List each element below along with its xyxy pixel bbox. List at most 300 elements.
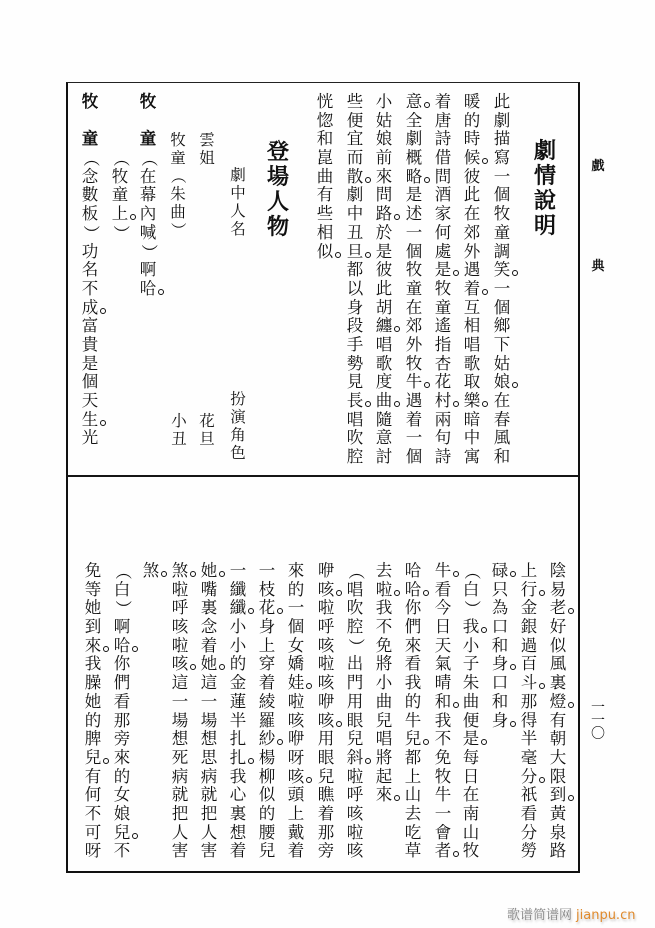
glyph: 借	[434, 148, 452, 168]
glyph: 一	[405, 222, 423, 242]
glyph: 人	[230, 202, 246, 220]
glyph: 和	[316, 129, 334, 149]
glyph: 咿	[317, 691, 335, 711]
glyph: 金	[229, 673, 247, 693]
glyph: 哈	[111, 637, 133, 656]
glyph: 她	[198, 655, 220, 674]
script-column	[344, 562, 366, 861]
glyph: 扎	[227, 749, 249, 768]
character-name	[167, 131, 189, 239]
glyph: 啦	[346, 766, 364, 786]
glyph: （	[169, 168, 187, 184]
glyph: 見	[346, 372, 364, 392]
glyph: 板	[81, 204, 99, 224]
synopsis-text	[461, 93, 483, 467]
glyph: 起	[375, 766, 393, 786]
glyph: 勢	[346, 353, 364, 373]
glyph: 的	[258, 803, 276, 823]
glyph: 纖	[227, 599, 249, 618]
glyph: 下	[493, 334, 511, 354]
glyph: 一	[405, 428, 423, 448]
glyph: 分	[520, 822, 538, 842]
script-text	[432, 562, 454, 861]
glyph: 燈	[547, 693, 569, 712]
glyph: 牧	[434, 278, 452, 298]
glyph: 是	[460, 730, 482, 749]
glyph: 金	[520, 598, 538, 618]
page-number	[587, 702, 609, 741]
glyph: 劇	[405, 129, 423, 149]
glyph: 姑	[375, 110, 393, 130]
glyph: 可	[84, 822, 102, 842]
glyph: 笑	[491, 261, 513, 280]
glyph: 惚	[316, 110, 334, 130]
glyph: 小	[229, 617, 247, 637]
glyph: 〇	[591, 726, 605, 742]
glyph: 一	[591, 713, 605, 729]
speaker-label	[137, 93, 159, 149]
glyph: 曲	[373, 392, 395, 411]
script-line	[79, 93, 101, 448]
glyph: 在	[139, 166, 157, 186]
glyph: ）	[346, 637, 366, 655]
glyph: 村	[432, 392, 454, 411]
glyph: 兒	[375, 710, 393, 730]
script-text	[344, 562, 366, 861]
glyph: 個	[405, 447, 423, 467]
glyph: 呼	[346, 785, 364, 805]
glyph: 樂	[461, 392, 483, 411]
glyph-spacer	[137, 112, 159, 131]
glyph: 牧	[493, 204, 511, 224]
speaker-label	[79, 93, 101, 149]
glyph: 童	[170, 149, 186, 167]
glyph: 哈	[137, 280, 159, 299]
glyph: 郊	[405, 316, 423, 336]
glyph: 互	[463, 297, 481, 317]
glyph: 來	[375, 166, 393, 186]
glyph: 明	[534, 213, 557, 239]
glyph: 嬌	[287, 654, 305, 674]
glyph: 得	[520, 710, 538, 730]
glyph: 劇	[230, 166, 246, 184]
glyph: 為	[491, 598, 509, 618]
glyph: 來	[287, 561, 305, 580]
glyph: 們	[404, 617, 422, 637]
synopsis-text	[373, 93, 395, 467]
glyph: 有	[549, 710, 567, 730]
glyph: 咳	[315, 581, 337, 600]
glyph: 半	[520, 729, 538, 749]
glyph: 朱	[170, 185, 186, 203]
glyph: 呀	[287, 747, 305, 767]
glyph: 看	[434, 579, 452, 599]
glyph: 此	[463, 185, 481, 205]
glyph: 我	[375, 598, 393, 618]
synopsis-text	[491, 93, 513, 467]
glyph: 易	[549, 579, 567, 599]
glyph: 來	[82, 637, 104, 656]
glyph: 泉	[549, 822, 567, 842]
glyph: ）	[169, 222, 187, 238]
glyph: 度	[375, 372, 393, 392]
glyph: 是	[432, 261, 454, 280]
glyph: 牛	[403, 373, 425, 392]
role-type	[196, 412, 218, 448]
glyph: 死	[171, 747, 189, 767]
glyph: 兒	[346, 729, 364, 749]
glyph: 娘	[113, 803, 131, 823]
glyph: 免	[84, 561, 102, 580]
glyph: 於	[375, 222, 393, 242]
running-head-2	[587, 260, 609, 274]
glyph: 咳	[285, 768, 307, 787]
script-column	[373, 562, 395, 805]
glyph: 咳	[317, 673, 335, 693]
glyph: 一	[200, 691, 218, 711]
glyph: 氣	[434, 654, 452, 674]
glyph: 不	[375, 617, 393, 637]
glyph: ）	[81, 224, 101, 242]
glyph: 咳	[315, 712, 337, 731]
glyph: 而	[346, 148, 364, 168]
glyph: 有	[84, 766, 102, 786]
glyph: 角	[230, 426, 246, 444]
glyph: 草	[404, 841, 422, 861]
glyph: 散	[344, 168, 366, 187]
glyph: 的	[404, 691, 422, 711]
glyph: 童	[139, 129, 157, 149]
glyph: 啦	[287, 691, 305, 711]
glyph: 上	[258, 635, 276, 655]
glyph: 人	[200, 822, 218, 842]
glyph: 我	[84, 654, 102, 674]
glyph: 典	[591, 259, 605, 274]
script-text	[256, 562, 278, 861]
glyph: 門	[346, 673, 364, 693]
glyph: 時	[463, 129, 481, 149]
glyph: 都	[404, 747, 422, 767]
glyph: 丑	[346, 222, 364, 242]
glyph: 句	[434, 428, 452, 448]
glyph: 身	[489, 712, 511, 731]
glyph: 花	[434, 372, 452, 392]
glyph: 小	[375, 92, 393, 111]
glyph: 功	[81, 241, 99, 261]
script-text	[198, 562, 220, 861]
glyph: 寫	[493, 148, 511, 168]
glyph: 這	[171, 673, 189, 693]
glyph: 等	[84, 579, 102, 599]
glyph: 啦	[171, 635, 189, 655]
glyph: 意	[403, 93, 425, 112]
glyph: 牧	[434, 766, 452, 786]
synopsis-text	[432, 93, 454, 467]
glyph: 想	[200, 729, 218, 749]
glyph: 想	[171, 729, 189, 749]
glyph: 喊	[139, 222, 157, 242]
stage-direction	[109, 149, 131, 242]
glyph: 會	[434, 822, 452, 842]
glyph: 遇	[405, 391, 423, 410]
glyph: 頭	[287, 785, 305, 805]
cast-title	[267, 140, 289, 240]
glyph: 斗	[518, 674, 540, 693]
glyph: 旁	[317, 841, 335, 861]
running-head-text	[587, 160, 609, 174]
synopsis-column	[491, 93, 513, 467]
glyph: 把	[200, 803, 218, 823]
glyph: 雲	[199, 131, 215, 149]
section-divider	[67, 475, 579, 477]
glyph: 曲	[375, 691, 393, 711]
glyph: 咳	[287, 710, 305, 730]
glyph: 旦	[199, 430, 215, 448]
glyph: 呀	[84, 841, 102, 861]
script-text	[373, 562, 395, 805]
glyph: 老	[547, 599, 569, 618]
glyph: 白	[462, 579, 480, 599]
glyph: 那	[113, 710, 131, 730]
glyph: 枝	[258, 579, 276, 599]
glyph: 處	[434, 241, 452, 261]
glyph: 毫	[520, 747, 538, 767]
glyph: 上	[404, 766, 422, 786]
glyph: 遇	[463, 260, 481, 280]
glyph: 行	[518, 581, 540, 600]
glyph: 南	[462, 803, 480, 823]
glyph: 場	[267, 164, 290, 190]
glyph: 我	[460, 618, 482, 637]
glyph: 蓮	[229, 691, 247, 711]
glyph: 銀	[520, 617, 538, 637]
glyph: 名	[230, 220, 246, 238]
glyph: 劇	[346, 185, 364, 205]
glyph: 把	[171, 803, 189, 823]
glyph: 不	[81, 278, 99, 298]
script-column	[198, 562, 220, 861]
glyph: 娃	[285, 674, 307, 693]
synopsis-title-text	[534, 139, 556, 239]
glyph: 她	[84, 691, 102, 711]
glyph: 在	[493, 391, 511, 410]
script-column	[111, 562, 133, 861]
glyph: 祇	[520, 785, 538, 805]
glyph: 小	[229, 635, 247, 655]
glyph: 相	[316, 222, 334, 242]
glyph: 中	[230, 184, 246, 202]
glyph: 童	[111, 185, 129, 205]
glyph: 戴	[287, 822, 305, 842]
glyph: 念	[81, 166, 99, 186]
glyph: 山	[462, 822, 480, 842]
cast-title-text	[267, 140, 289, 240]
glyph: 個	[493, 297, 511, 317]
glyph: 物	[267, 214, 290, 240]
glyph: 個	[493, 185, 511, 205]
glyph: 前	[375, 148, 393, 168]
glyph: 彼	[463, 166, 481, 186]
glyph: 何	[434, 222, 452, 242]
glyph: 兒	[402, 730, 424, 749]
cast-row-character	[196, 131, 218, 167]
glyph: 崑	[316, 148, 334, 168]
glyph: 曲	[316, 166, 334, 186]
glyph: （	[111, 150, 131, 167]
glyph: 問	[375, 185, 393, 205]
glyph: 名	[81, 260, 99, 280]
glyph: 和	[493, 447, 511, 467]
glyph: 一	[493, 278, 511, 298]
glyph: 穿	[258, 654, 276, 674]
glyph: 的	[463, 110, 481, 130]
glyph: 看	[113, 691, 131, 711]
glyph: 白	[113, 579, 131, 599]
glyph: 病	[171, 766, 189, 786]
glyph: 歌	[463, 353, 481, 373]
glyph: 姑	[493, 353, 511, 373]
glyph: 寓	[463, 447, 481, 467]
glyph: 是	[81, 353, 99, 373]
glyph: 來	[373, 786, 395, 805]
glyph: 呼	[317, 617, 335, 637]
glyph: 天	[434, 635, 452, 655]
glyph: 描	[493, 129, 511, 149]
glyph: 身	[346, 297, 364, 317]
glyph: 朝	[549, 729, 567, 749]
glyph: 只	[491, 579, 509, 599]
glyph: 日	[434, 617, 452, 637]
script-column	[285, 562, 307, 861]
glyph: 紗	[256, 730, 278, 749]
glyph: 咿	[317, 561, 335, 580]
script-text	[169, 562, 191, 861]
glyph: 扮	[230, 390, 246, 408]
glyph: 嘴	[200, 579, 218, 599]
glyph: 啊	[113, 617, 131, 637]
glyph: 的	[113, 766, 131, 786]
glyph: 子	[462, 654, 480, 674]
glyph: 臊	[84, 673, 102, 693]
script-column	[547, 562, 569, 861]
glyph: 着	[200, 635, 218, 655]
glyph: 相	[463, 316, 481, 336]
glyph: 童	[434, 297, 452, 317]
glyph: 咳	[346, 803, 364, 823]
glyph: 你	[113, 654, 131, 674]
glyph: 小	[462, 635, 480, 655]
glyph: 牧	[405, 260, 423, 280]
glyph: ）	[113, 600, 133, 617]
glyph: 哈	[404, 561, 422, 580]
script-column	[82, 562, 104, 861]
glyph: 朱	[462, 673, 480, 693]
glyph: 啊	[139, 260, 157, 280]
script-column	[489, 562, 511, 730]
glyph: 童	[405, 278, 423, 298]
glyph: 啦	[373, 581, 395, 600]
glyph: 家	[434, 204, 452, 224]
glyph: 我	[434, 710, 452, 730]
glyph: 咳	[171, 617, 189, 637]
glyph: 一	[493, 166, 511, 186]
running-head-text	[587, 260, 609, 274]
glyph: 將	[375, 654, 393, 674]
glyph: 分	[518, 768, 540, 787]
glyph: 戲	[591, 159, 605, 174]
glyph: 登	[267, 139, 290, 165]
glyph: 免	[434, 747, 452, 767]
glyph: 幕	[139, 185, 157, 205]
script-text	[489, 562, 511, 730]
glyph: 免	[375, 635, 393, 655]
glyph: 她	[198, 562, 220, 581]
glyph: 勞	[520, 841, 538, 861]
glyph: 意	[375, 428, 393, 448]
synopsis-text	[344, 93, 366, 467]
glyph: 裏	[200, 598, 218, 618]
glyph: 是	[375, 241, 393, 261]
glyph: 色	[230, 444, 246, 462]
script-text	[460, 562, 482, 861]
glyph: 春	[493, 409, 511, 429]
glyph: 唱	[375, 729, 393, 749]
glyph: 說	[534, 188, 557, 214]
glyph: 哈	[402, 581, 424, 600]
glyph: 指	[434, 334, 452, 354]
glyph: 情	[534, 163, 557, 189]
glyph: 成	[79, 299, 101, 318]
dialogue-text	[137, 149, 159, 299]
glyph: 小	[375, 673, 393, 693]
cast-header-text	[227, 390, 249, 462]
glyph: 天	[81, 391, 99, 410]
glyph: 兒	[82, 749, 104, 768]
glyph: 上	[520, 561, 538, 580]
glyph: 陰	[549, 561, 567, 580]
script-column	[227, 562, 249, 861]
glyph: 那	[520, 691, 538, 711]
glyph: 彼	[375, 260, 393, 280]
glyph: 牧	[111, 166, 129, 186]
running-head-1	[587, 160, 609, 174]
glyph: 口	[491, 617, 509, 637]
glyph: 柳	[258, 766, 276, 786]
glyph: 啦	[317, 654, 335, 674]
glyph: 者	[432, 842, 454, 861]
glyph: 唱	[375, 334, 393, 354]
glyph: 大	[549, 747, 567, 767]
stage-direction-text	[109, 149, 131, 242]
glyph: 着	[405, 409, 423, 429]
glyph: 外	[405, 334, 423, 354]
cast-header-role-type	[227, 390, 249, 462]
glyph: 候	[461, 149, 483, 168]
glyph: （	[462, 563, 482, 580]
script-text	[285, 562, 307, 861]
glyph: 牧	[462, 841, 480, 861]
glyph: 裏	[549, 673, 567, 693]
glyph: 着	[287, 841, 305, 861]
synopsis-column	[344, 93, 366, 467]
script-column	[256, 562, 278, 861]
synopsis-column	[373, 93, 395, 467]
glyph: 纏	[373, 317, 395, 336]
glyph: 咳	[346, 841, 364, 861]
script-text	[82, 562, 104, 861]
glyph: 劇	[534, 138, 557, 164]
glyph: 今	[434, 598, 452, 618]
